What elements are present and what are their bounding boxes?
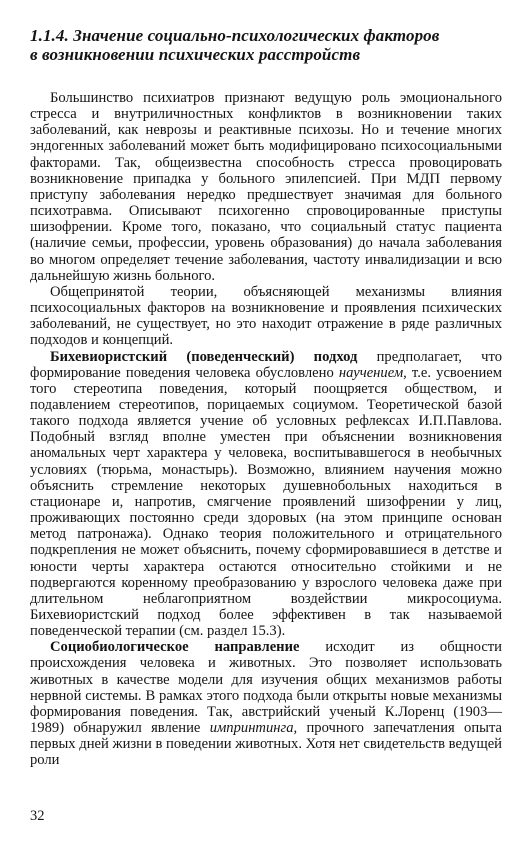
section-heading-line-2: в возникновении психических расстройств (30, 45, 361, 64)
paragraph-4 (30, 639, 502, 768)
term-learning: научением, (338, 364, 407, 381)
term-sociobiological-direction: Социобиологическое направление (50, 639, 300, 656)
page-number: 32 (30, 808, 45, 824)
section-heading (30, 26, 502, 64)
paragraph-3-text-a: предполагает, что формирование поведения человека обусловлено (30, 348, 503, 381)
paragraph-1: Большинство психиатров признают ведущую роль эмоционального стресса и внутриличностных конфликтов в возникновении таких заболеваний, как неврозы и реактивные психозы. Но и течение многих эндогенных заболеваний может быть модифицировано психосоциальными факторами. Так, общеизвестна способность стресса провоцировать возникновение припадка у больного эпилепсией. При МДП первому приступу заболевания нередко предшествует значимая для больного психотравма. Описывают психогенно спровоцированные приступы шизофрении. Кроме того, показано, что социальный статус пациента (наличие семьи, профессии, уровень образования) до начала заболевания во многом определяет течение заболевания, частоту инвалидизации и всю дальнейшую жизнь больного. (30, 90, 502, 284)
term-imprinting: импринтинга, (209, 720, 298, 737)
paragraph-4-text-b: прочного запечатления опыта первых дней жизни в поведении животных. Хотя нет свидетельств ведущей роли (30, 720, 502, 769)
term-behaviorist-approach: Бихевиористский (поведенческий) подход (50, 348, 358, 365)
page-content (30, 26, 502, 769)
paragraph-3-text-b: т.е. усвоением того стереотипа поведения, который поощряется обществом, и подавлением стереотипов, порицаемых социумом. Теоретической базой такого подхода является учение об условных рефлексах И.П.Павлова. Подобный взгляд вполне уместен при объяснении возникновения аномальных черт характера у человека, воспитывавшегося в необычных условиях (тюрьма, монастырь). Возможно, влиянием научения можно объяснить стремление некоторых душевнобольных находиться в стационаре и, напротив, смягчение проявлений шизофрении у лиц, проживающих постоянно среди здоровых (на этом принципе основан метод патронажа). Однако теория положительного и отрицательного подкрепления не может объяснить, почему сформировавшиеся в детстве и юности черты характера остаются относительно стойкими и не подвергаются коренному преобразованию у взрослого человека даже при длительном неблагоприятном воздействии микросоциума. Бихевиористский подход более эффективен в так называемой поведенческой терапии (см. раздел 15.3). (30, 364, 502, 640)
section-heading-line-1: 1.1.4. Значение социально-психологических факторов (30, 26, 440, 45)
paragraph-4-text-a: исходит из общности происхождения человека и животных. Это позволяет использовать животных в качестве модели для изучения общих механизмов работы нервной системы. В рамках этого подхода были открыты новые механизмы формирования поведения. Так, австрийский ученый К.Лоренц (1903—1989) обнаружил явление (30, 639, 502, 737)
paragraph-2: Общепринятой теории, объясняющей механизмы влияния психосоциальных факторов на возникновение и проявления психических заболеваний, не существует, но это находит отражение в ряде различных подходов и концепций. (30, 283, 502, 349)
paragraph-3 (30, 349, 502, 640)
